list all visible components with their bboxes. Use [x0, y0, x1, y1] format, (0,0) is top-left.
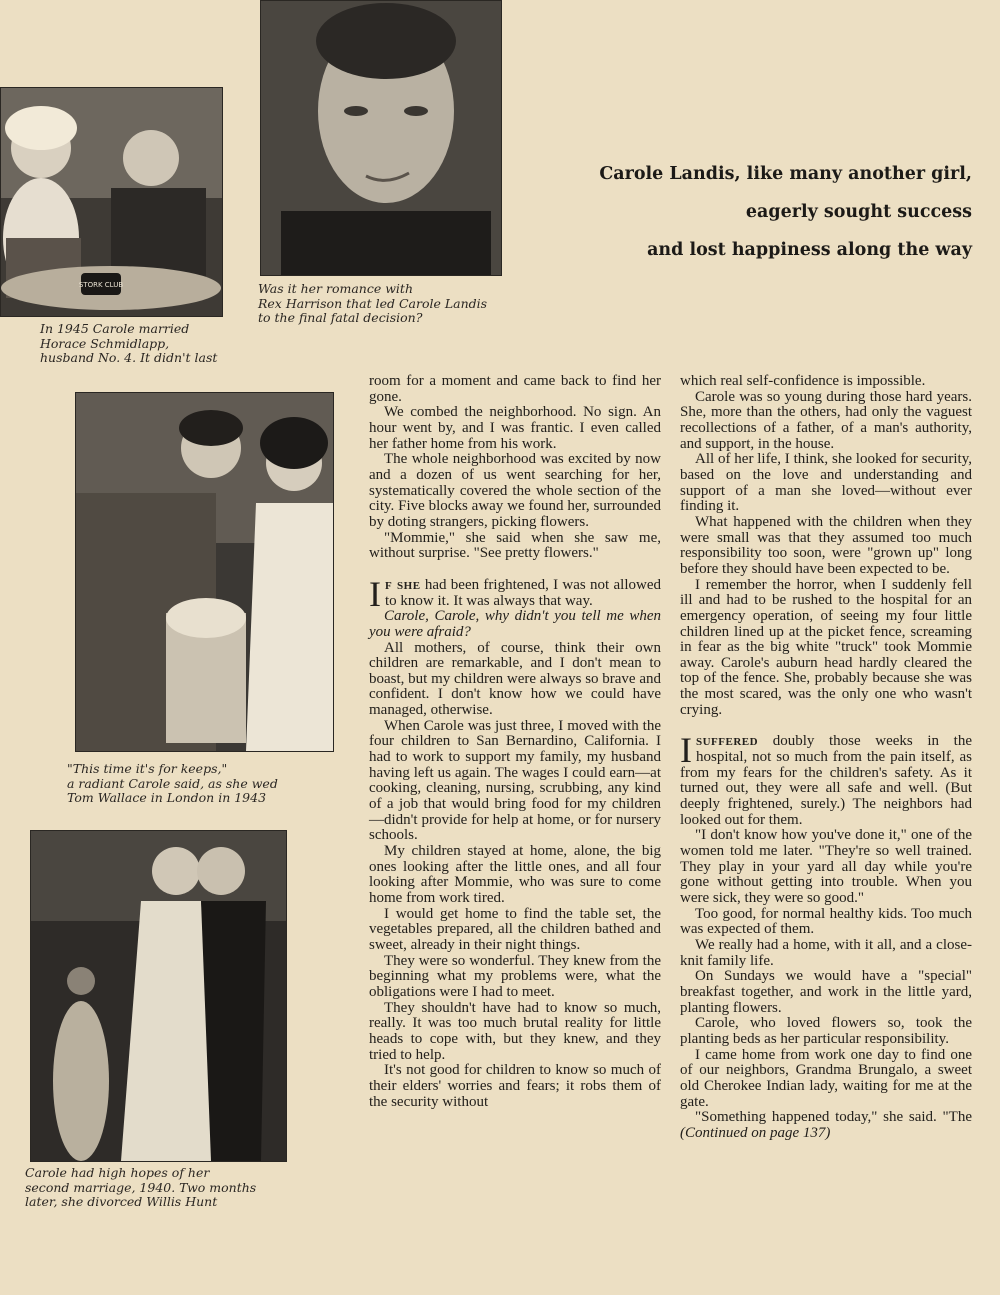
paragraph: I came home from work one day to find one of our neighbors, Grandma Brungalo, a sweet old Cherokee Indian lady, waiting for me at the gate. [680, 1046, 972, 1110]
caption-line: Was it her romance with [258, 281, 413, 296]
wedding-illustration [76, 393, 333, 751]
caption-line: Rex Harrison that led Carole Landis [258, 295, 488, 311]
small-caps-lead: f she [385, 576, 421, 593]
article-column-2 [680, 374, 972, 1142]
caption-tom-wallace [67, 762, 278, 806]
drop-cap: I [680, 730, 692, 771]
photo-dance-willis-hunt [30, 830, 287, 1162]
paragraph: Too good, for normal healthy kids. Too much was expected of them. [680, 905, 972, 938]
caption-line: Carole had high hopes of her [25, 1165, 210, 1180]
caption-line: "This time it's for keeps," [67, 761, 228, 776]
drop-cap: I [369, 573, 381, 614]
paragraph: All of her life, I think, she looked for security, based on the love and understanding and support of a man she loved—without ever finding it. [680, 451, 972, 515]
paragraph: Carole, who loved flowers so, took the planting beds as her particular responsibility. [680, 1015, 972, 1047]
photo-schmidlapp-illustration [1, 88, 222, 316]
paragraph-final [680, 1110, 972, 1141]
caption-line: second marriage, 1940. Two months [25, 1179, 257, 1195]
paragraph: "I don't know how you've done it," one of the women told me later. "They're so well trained. They play in your yard all day while you're gone without getting into trouble. When you were sick, they were so good." [680, 827, 972, 906]
paragraph: We really had a home, with it all, and a close-knit family life. [680, 936, 972, 969]
caption-line: a radiant Carole said, as she wed [67, 775, 278, 791]
caption-line: Horace Schmidlapp, [40, 335, 170, 351]
paragraph: room for a moment and came back to find her gone. [369, 373, 661, 405]
caption-line: In 1945 Carole married [40, 321, 190, 336]
paragraph: I remember the horror, when I suddenly fell ill and had to be rushed to the hospital for an emergency operation, of seeing my four little children lined up at the picket fence, screaming in fear as the big white "truck" took Mommie away. Carole's auburn head hardly cleared the top of the fence. She, probably because she was the most scared, was the only one who wasn't crying. [680, 576, 972, 718]
paragraph: We combed the neighborhood. No sign. An hour went by, and I was frantic. I even called her father home from his work. [369, 404, 661, 452]
caption-rex-harrison [258, 282, 487, 326]
paragraph: Carole was so young during those hard years. She, more than the others, had only the vaguest recollections of a father, of a man's authority, and support, in the house. [680, 388, 972, 452]
paragraph: My children stayed at home, alone, the big ones looking after the little ones, and all four looking after Mommie, who was sure to come home from work tired. [369, 843, 661, 906]
caption-schmidlapp [40, 322, 217, 366]
paragraph: I would get home to find the table set, the vegetables prepared, all the children bathed and sweet, already in their night things. [369, 905, 661, 953]
paragraph: The whole neighborhood was excited by now and a dozen of us went searching for her, systematically covered the whole section of the city. Five blocks away we found her, surrounded by doting strangers, picking flowers. [369, 451, 661, 530]
rex-harrison-illustration [261, 1, 501, 275]
paragraph: When Carole was just three, I moved with the four children to San Bernardino, California. I had to work to support my family, my husband having left us again. The wages I could earn—at cooking, cleaning, nursing, scrubbing, any kind of a job that would bring food for my children—didn't provide for help at home, or for nursery schools. [369, 717, 661, 844]
paragraph-text: "Something happened today," she said. "The [695, 1109, 972, 1126]
paragraph-text: had been frightened, I was not allowed to know it. It was always that way. [385, 576, 662, 609]
continued-note: (Continued on page 137) [680, 1124, 831, 1141]
section-lead-paragraph [369, 573, 662, 614]
caption-willis-hunt [25, 1166, 256, 1210]
italic-text: Carole, Carole, why didn't you tell me when you were afraid? [369, 608, 661, 640]
article-headline [599, 155, 972, 269]
small-caps-lead: suffered [696, 733, 759, 750]
paragraph: "Mommie," she said when she saw me, without surprise. "See pretty flowers." [369, 529, 661, 562]
headline-line-1: Carole Landis, like many another girl, [599, 164, 972, 184]
paragraph: On Sundays we would have a "special" breakfast together, and work in the little yard, planting flowers. [680, 968, 972, 1016]
paragraph: They shouldn't have had to know so much, really. It was too much brutal reality for little heads to cope with, but they knew, and they tried to help. [369, 999, 661, 1063]
section-lead-paragraph [680, 730, 972, 828]
paragraph: All mothers, of course, think their own children are remarkable, and I don't mean to boast, but my children were always so brave and confident. I don't know how we could have managed, otherwise. [369, 639, 661, 719]
photo-carole-and-schmidlapp [0, 87, 223, 317]
dance-illustration [31, 831, 286, 1161]
paragraph: which real self-confidence is impossible. [680, 373, 926, 389]
caption-line: husband No. 4. It didn't last [40, 350, 218, 365]
paragraph: They were so wonderful. They knew from the beginning what my problems were, what the obligations were I had to meet. [369, 952, 661, 1000]
photo-wedding-tom-wallace [75, 392, 334, 752]
paragraph: It's not good for children to know so much of their elders' worries and fears; it robs them of the security without [369, 1062, 661, 1110]
headline-line-3: and lost happiness along the way [647, 240, 972, 260]
stork-club-sign: STORK CLUB [78, 281, 124, 289]
article-column-1 [369, 374, 661, 1110]
photo-rex-harrison [260, 0, 502, 276]
caption-line: Tom Wallace in London in 1943 [67, 790, 267, 805]
caption-line: to the final fatal decision? [258, 310, 423, 325]
paragraph-text: doubly those weeks in the hospital, not so much from the pain itself, as from my fears for the children's safety. As it turned out, they were all safe and well. (But deeply frightened, surely.) The neighbors had looked out for them. [680, 733, 972, 828]
paragraph: What happened with the children when they were small was that they assumed too much responsibility too soon, were "grown up" long before they should have been expected to be. [680, 513, 972, 577]
paragraph-italic [369, 609, 661, 640]
caption-line: later, she divorced Willis Hunt [25, 1194, 218, 1209]
headline-line-2: eagerly sought success [745, 202, 972, 222]
